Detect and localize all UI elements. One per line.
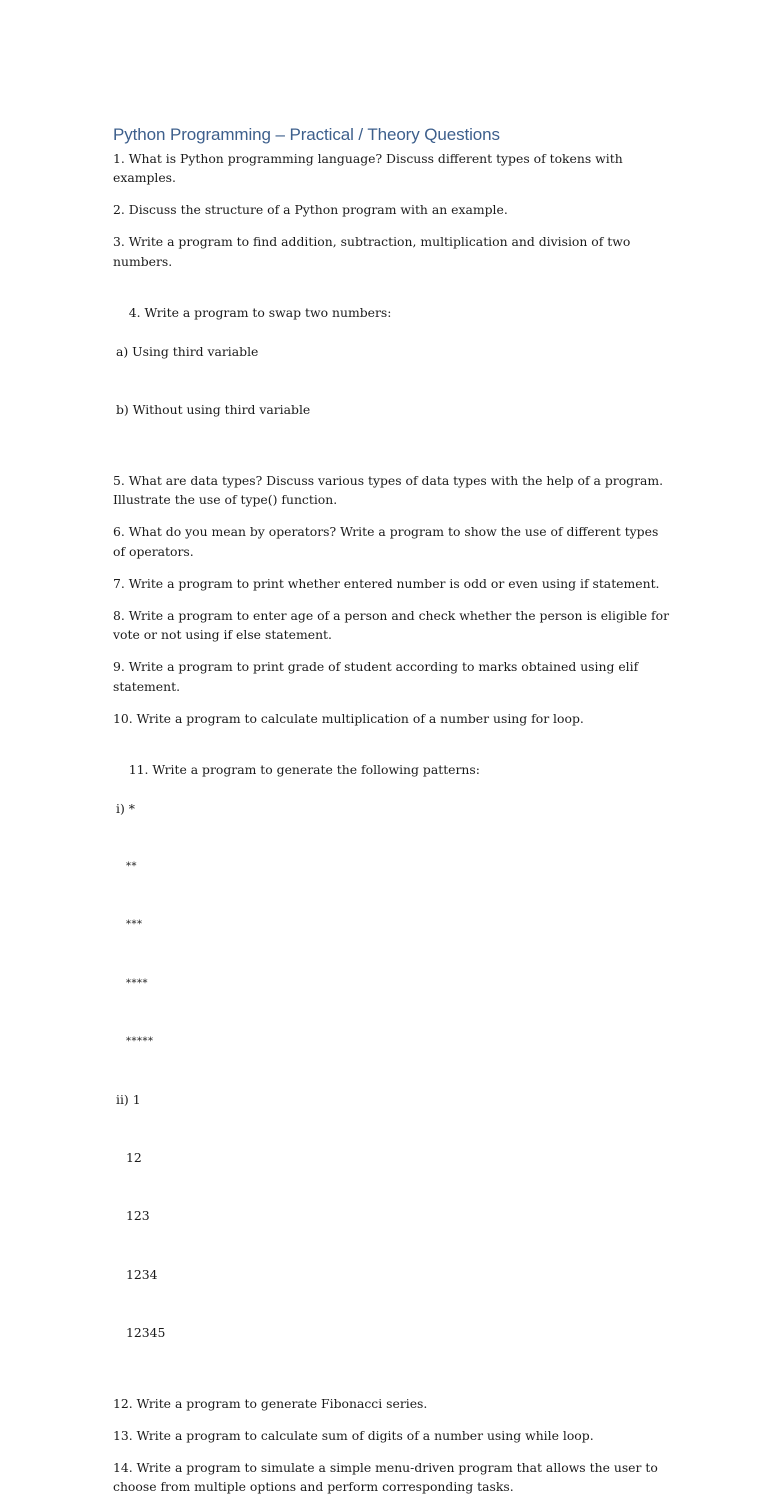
document-title: Python Programming – Practical / Theory Questions xyxy=(113,125,500,144)
question-10: 10. Write a program to calculate multiplication of a number using for loop. xyxy=(113,710,584,726)
pattern-ii-line: 1234 xyxy=(126,1266,158,1282)
pattern-i-line: ***** xyxy=(126,1035,154,1047)
pattern-ii-line: 12345 xyxy=(126,1324,166,1340)
pattern-i-line: **** xyxy=(126,977,148,989)
question-14: 14. Write a program to simulate a simple menu-driven program that allows the user to choose from multiple options and perform corresponding tasks. xyxy=(113,1459,662,1495)
question-1: 1. What is Python programming language? Discuss different types of tokens with examples. xyxy=(113,151,627,186)
question-4-option-a: a) Using third variable xyxy=(116,344,259,360)
pattern-i-line: ** xyxy=(126,861,137,873)
pattern-ii-line: 123 xyxy=(126,1208,150,1224)
pattern-i-label: i) * xyxy=(116,800,135,816)
question-13: 13. Write a program to calculate sum of digits of a number using while loop. xyxy=(113,1427,594,1443)
question-4-text: 4. Write a program to swap two numbers: xyxy=(128,305,392,321)
question-11-text: 11. Write a program to generate the following patterns: xyxy=(128,762,480,778)
question-8: 8. Write a program to enter age of a person and check whether the person is eligible for vote or not using if else statement. xyxy=(113,607,673,643)
question-6: 6. What do you mean by operators? Write a program to show the use of different types of operators. xyxy=(113,524,663,559)
question-4 xyxy=(113,284,673,459)
question-4-option-b: b) Without using third variable xyxy=(116,402,311,418)
question-7: 7. Write a program to print whether entered number is odd or even using if statement. xyxy=(113,575,660,591)
question-11 xyxy=(113,741,673,1381)
pattern-ii-label: ii) 1 xyxy=(116,1092,141,1107)
question-12: 12. Write a program to generate Fibonacci series. xyxy=(113,1395,428,1411)
question-5: 5. What are data types? Discuss various types of data types with the help of a program. Illustrate the use of type() function. xyxy=(113,473,668,508)
question-9: 9. Write a program to print grade of student according to marks obtained using elif statement. xyxy=(113,659,643,694)
question-3: 3. Write a program to find addition, subtraction, multiplication and division of two numbers. xyxy=(113,234,635,269)
pattern-ii-line: 12 xyxy=(126,1150,142,1166)
question-2: 2. Discuss the structure of a Python program with an example. xyxy=(113,202,508,218)
document-page xyxy=(113,124,673,1509)
pattern-i-line: *** xyxy=(126,919,143,931)
